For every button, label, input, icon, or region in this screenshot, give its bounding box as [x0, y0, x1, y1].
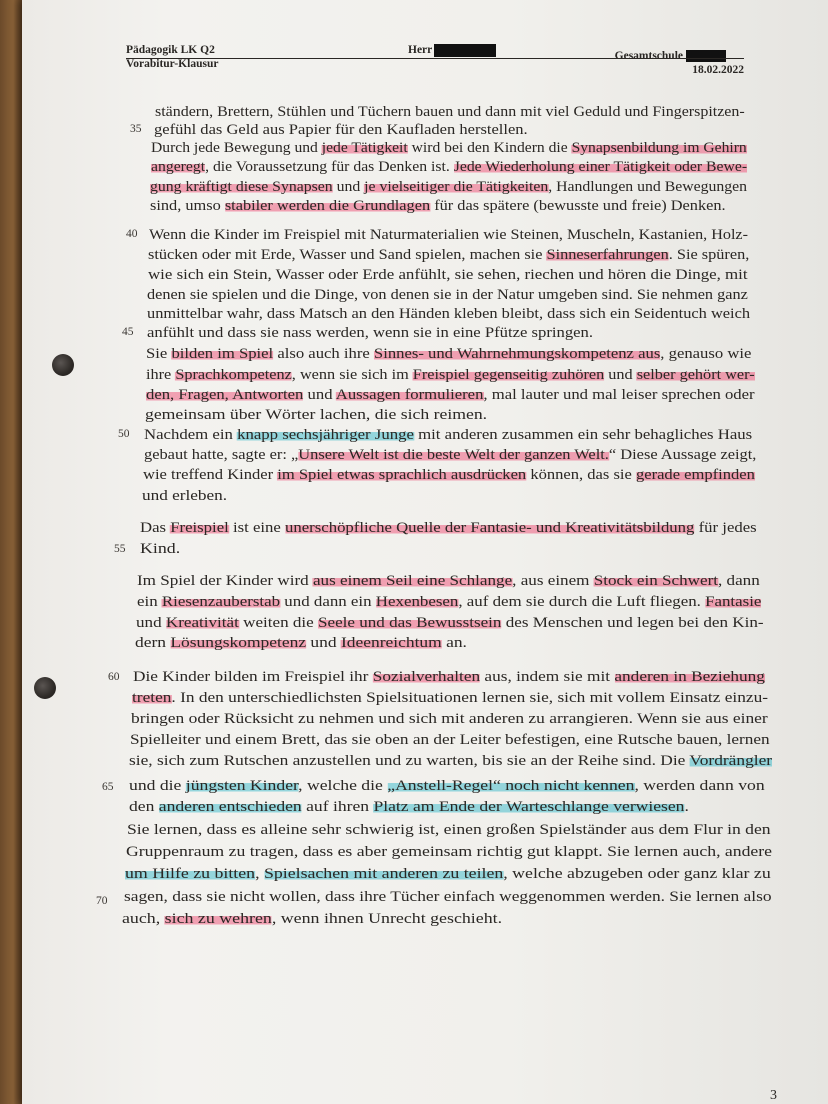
highlight-mark: selber gehört wer-	[636, 366, 755, 383]
line-number: 70	[96, 895, 108, 907]
text-line: Spielleiter und einem Brett, das sie oben an der Leiter befestigen, eine Rutsche bauen, lernen	[130, 731, 770, 748]
highlight-mark: Freispiel gegenseitig zuhören	[412, 366, 605, 383]
highlight-mark: Platz am Ende der Warteschlange verwiesen	[373, 798, 685, 815]
school-label: Gesamtschule	[615, 50, 726, 62]
highlight-mark: Sprachkompetenz	[175, 366, 292, 383]
exam-label: Vorabitur-Klausur	[126, 58, 219, 70]
highlight-mark: Sinneserfahrungen	[546, 246, 669, 263]
highlight-mark: Jede Wiederholung einer Tätigkeit oder Bewe-	[453, 158, 748, 175]
text-line: und Kreativität weiten die Seele und das Bewusstsein des Menschen und legen bei den Kin-	[136, 614, 764, 631]
highlight-mark: um Hilfe zu bitten	[125, 865, 256, 882]
text-line: bringen oder Rücksicht zu nehmen und sich mit anderen zu arrangieren. Wenn sie aus einer	[131, 710, 768, 727]
highlight-mark: jede Tätigkeit	[321, 139, 408, 156]
subject-label: Pädagogik LK Q2	[126, 44, 215, 56]
highlight-mark: Stock ein Schwert	[593, 572, 719, 589]
text-line: Im Spiel der Kinder wird aus einem Seil eine Schlange, aus einem Stock ein Schwert, dann	[137, 572, 760, 589]
highlight-mark: Ideenreichtum	[340, 634, 442, 651]
highlight-mark: Fantasie	[705, 593, 762, 610]
line-number: 65	[102, 781, 114, 793]
highlight-mark: stabiler werden die Grundlagen	[224, 197, 431, 214]
highlight-mark: treten	[132, 689, 172, 706]
line-number: 50	[118, 428, 130, 440]
text-line: ständern, Brettern, Stühlen und Tüchern bauen und dann mit viel Geduld und Fingerspitzen-	[155, 103, 745, 120]
highlight-mark: Lösungskompetenz	[170, 634, 307, 651]
highlight-mark: Aussagen formulieren	[335, 386, 484, 403]
text-line: angeregt, die Voraussetzung für das Denken ist. Jede Wiederholung einer Tätigkeit oder Bewe-	[151, 158, 748, 175]
highlight-mark: je vielseitiger die Tätigkeiten	[364, 178, 549, 195]
highlight-mark: bilden im Spiel	[171, 345, 274, 362]
text-line: gung kräftigt diese Synapsen und je vielseitiger die Tätigkeiten, Handlungen und Bewegungen	[150, 178, 748, 195]
text-line: unmittelbar wahr, dass Matsch an den Händen kleben bleibt, dass sich ein Seidentuch weich	[147, 305, 751, 322]
text-line: Gruppenraum zu tragen, dass es aber gemeinsam richtig gut klappt. Sie lernen auch, andere	[126, 843, 773, 860]
text-line: Durch jede Bewegung und jede Tätigkeit wird bei den Kindern die Synapsenbildung im Gehirn	[151, 139, 747, 156]
text-line: gemeinsam über Wörter lachen, die sich reimen.	[145, 406, 488, 423]
highlight-mark: Kreativität	[165, 614, 239, 631]
text-line: sagen, dass sie nicht wollen, dass ihre Tücher einfach weggenommen werden. Sie lernen also	[124, 888, 772, 905]
text-line: wie sich ein Stein, Wasser oder Erde anfühlt, sie sehen, riechen und hören die Dinge, mit	[148, 266, 748, 283]
text-line: treten. In den unterschiedlichsten Spielsituationen lernen sie, sich mit vollem Einsatz einzu-	[132, 689, 769, 706]
highlight-mark: im Spiel etwas sprachlich ausdrücken	[277, 466, 527, 483]
highlight-mark: Seele und das Bewusstsein	[318, 614, 502, 631]
text-line: und die jüngsten Kinder, welche die „Anstell-Regel“ noch nicht kennen, werden dann von	[129, 777, 765, 794]
text-line: anfühlt und dass sie nass werden, wenn sie in eine Pfütze springen.	[147, 324, 594, 341]
text-line: Sie bilden im Spiel also auch ihre Sinnes- und Wahrnehmungskompetenz aus, genauso wie	[146, 345, 752, 362]
text-line: ihre Sprachkompetenz, wenn sie sich im Freispiel gegenseitig zuhören und selber gehört wer-	[146, 366, 755, 383]
line-number: 55	[114, 543, 126, 555]
highlight-mark: den, Fragen, Antworten	[146, 386, 304, 403]
text-line: Die Kinder bilden im Freispiel ihr Sozialverhalten aus, indem sie mit anderen in Beziehung	[133, 668, 765, 685]
exam-date: 18.02.2022	[692, 64, 744, 76]
highlight-mark: anderen in Beziehung	[614, 668, 765, 685]
text-line: Sie lernen, dass es alleine sehr schwierig ist, einen großen Spielständer aus dem Flur in den	[127, 821, 771, 838]
text-line: und erleben.	[142, 487, 228, 504]
highlight-mark: aus einem Seil eine Schlange	[312, 572, 513, 589]
line-number: 35	[130, 123, 142, 135]
highlight-mark: „Anstell-Regel“ noch nicht kennen	[387, 777, 635, 794]
line-number: 60	[108, 671, 120, 683]
highlight-mark: Sinnes- und Wahrnehmungskompetenz aus	[373, 345, 661, 362]
text-line: stücken oder mit Erde, Wasser und Sand spielen, machen sie Sinneserfahrungen. Sie spüren,	[148, 246, 750, 263]
line-number: 40	[126, 228, 138, 240]
highlight-mark: Spielsachen mit anderen zu teilen	[263, 865, 504, 882]
page-number: 3	[770, 1088, 777, 1103]
text-line: wie treffend Kinder im Spiel etwas sprachlich ausdrücken können, das sie gerade empfinden	[143, 466, 755, 483]
highlight-mark: gerade empfinden	[635, 466, 755, 483]
text-line: auch, sich zu wehren, wenn ihnen Unrecht geschieht.	[122, 910, 503, 927]
highlight-mark: Sozialverhalten	[372, 668, 481, 685]
text-line: gebaut hatte, sagte er: „Unsere Welt ist die beste Welt der ganzen Welt.“ Diese Aussage zeigt,	[144, 446, 757, 463]
text-line: gefühl das Geld aus Papier für den Kaufladen herstellen.	[154, 121, 528, 138]
highlight-mark: Vordrängler	[689, 752, 773, 769]
text-line: sie, sich zum Rutschen anzustellen und zu warten, bis sie an der Reihe sind. Die Vordrängler	[129, 752, 773, 769]
text-line: Nachdem ein knapp sechsjähriger Junge mit anderen zusammen ein sehr behagliches Haus	[144, 426, 753, 443]
highlight-mark: Synapsenbildung im Gehirn	[571, 139, 747, 156]
text-line: Kind.	[140, 540, 181, 557]
highlight-mark: angeregt	[151, 158, 206, 175]
text-line: Wenn die Kinder im Freispiel mit Naturmaterialien wie Steinen, Muscheln, Kastanien, Holz-	[149, 226, 748, 243]
text-line: den anderen entschieden auf ihren Platz am Ende der Warteschlange verwiesen.	[129, 798, 689, 815]
text-line: denen sie spielen und die Dinge, von denen sie in der Natur umgeben sind. Sie nehmen ganz	[147, 286, 748, 303]
highlight-mark: jüngsten Kinder	[185, 777, 299, 794]
text-line: dern Lösungskompetenz und Ideenreichtum an.	[135, 634, 467, 651]
text-line: sind, umso stabiler werden die Grundlagen für das spätere (bewusste und freie) Denken.	[150, 197, 726, 214]
highlight-mark: unerschöpfliche Quelle der Fantasie- und Kreativitätsbildung	[285, 519, 695, 536]
highlight-mark: sich zu wehren	[164, 910, 272, 927]
highlight-mark: Freispiel	[170, 519, 229, 536]
text-line: ein Riesenzauberstab und dann ein Hexenbesen, auf dem sie durch die Luft fliegen. Fantasie	[137, 593, 762, 610]
highlight-mark: gung kräftigt diese Synapsen	[150, 178, 333, 195]
line-number: 45	[122, 326, 134, 338]
highlight-mark: anderen entschieden	[158, 798, 302, 815]
text-line: Das Freispiel ist eine unerschöpfliche Quelle der Fantasie- und Kreativitätsbildung für jedes	[140, 519, 757, 536]
highlight-mark: Unsere Welt ist die beste Welt der ganzen Welt.	[298, 446, 609, 463]
text-line: den, Fragen, Antworten und Aussagen formulieren, mal lauter und mal leiser sprechen oder	[146, 386, 755, 403]
text-line: um Hilfe zu bitten, Spielsachen mit anderen zu teilen, welche abzugeben oder ganz klar zu	[125, 865, 771, 882]
highlight-mark: Riesenzauberstab	[161, 593, 281, 610]
highlight-mark: Hexenbesen	[375, 593, 459, 610]
highlight-mark: knapp sechsjähriger Junge	[237, 426, 414, 443]
teacher-label: Herr	[408, 44, 496, 57]
